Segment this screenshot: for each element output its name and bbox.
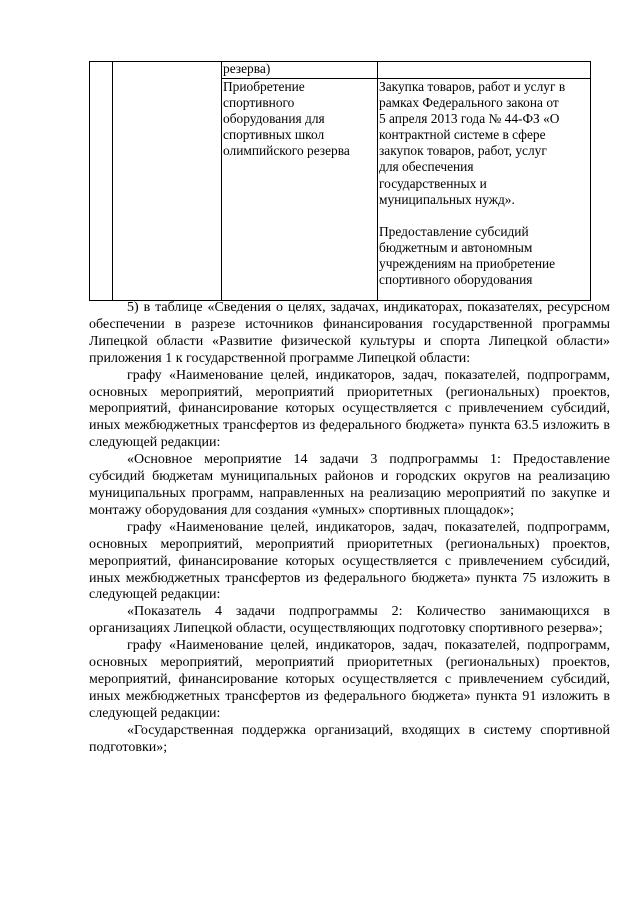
table-border: [112, 61, 113, 301]
table-cell: резерва): [223, 61, 271, 76]
paragraph: «Основное мероприятие 14 задачи 3 подпрограммы 1: Предоставление субсидий бюджетам муниципальных районов и городских округов на реализацию муниципальных программ, направленных на реализацию мероприятий по закупке и монтажу оборудования для создания «умных» спортивных площадок»;: [89, 452, 610, 518]
table-border: [590, 61, 591, 301]
paragraph: «Государственная поддержка организаций, входящих в систему спортивной подготовки»;: [89, 722, 610, 755]
paragraph: «Показатель 4 задачи подпрограммы 2: Количество занимающихся в организациях Липецкой области, осуществляющих подготовку спортивного резерва»;: [89, 604, 610, 637]
document-body: [89, 300, 610, 756]
paragraph: 5) в таблице «Сведения о целях, задачах, индикаторах, показателях, ресурсном обеспечении в разрезе источников финансирования государственной программы Липецкой области «Развитие физической культуры и спорта Липецкой области» приложения 1 к государственной программе Липецкой области:: [89, 300, 610, 366]
paragraph: графу «Наименование целей, индикаторов, задач, показателей, подпрограмм, основных мероприятий, мероприятий приоритетных (региональных) проектов, мероприятий, финансирование которых осуществляется с привлечением субсидий, иных межбюджетных трансфертов из федерального бюджета» пункта 91 изложить в следующей редакции:: [89, 638, 610, 721]
table-cell: Приобретение спортивного оборудования для спортивных школ олимпийского резерва: [223, 79, 350, 159]
table-border: [89, 61, 90, 301]
table-border: [221, 61, 222, 301]
table-cell: Закупка товаров, работ и услуг в рамках Федерального закона от 5 апреля 2013 года № 44-ФЗ «О контрактной системе в сфере закупок товаров, работ, услуг для обеспечения государственных и муниципальных нужд». Предоставление субсидий бюджетным и автономным учреждениям на приобретение спортивного оборудования: [379, 79, 566, 288]
paragraph: графу «Наименование целей, индикаторов, задач, показателей, подпрограмм, основных мероприятий, мероприятий приоритетных (региональных) проектов, мероприятий, финансирование которых осуществляется с привлечением субсидий, иных межбюджетных трансфертов из федерального бюджета» пункта 75 изложить в следующей редакции:: [89, 519, 610, 603]
table-border: [377, 61, 378, 301]
paragraph: графу «Наименование целей, индикаторов, задач, показателей, подпрограмм, основных мероприятий, мероприятий приоритетных (региональных) проектов, мероприятий, финансирование которых осуществляется с привлечением субсидий, иных межбюджетных трансфертов из федерального бюджета» пункта 63.5 изложить в следующей редакции:: [89, 367, 610, 451]
table-border: [89, 61, 591, 62]
program-table-fragment: [89, 61, 591, 301]
